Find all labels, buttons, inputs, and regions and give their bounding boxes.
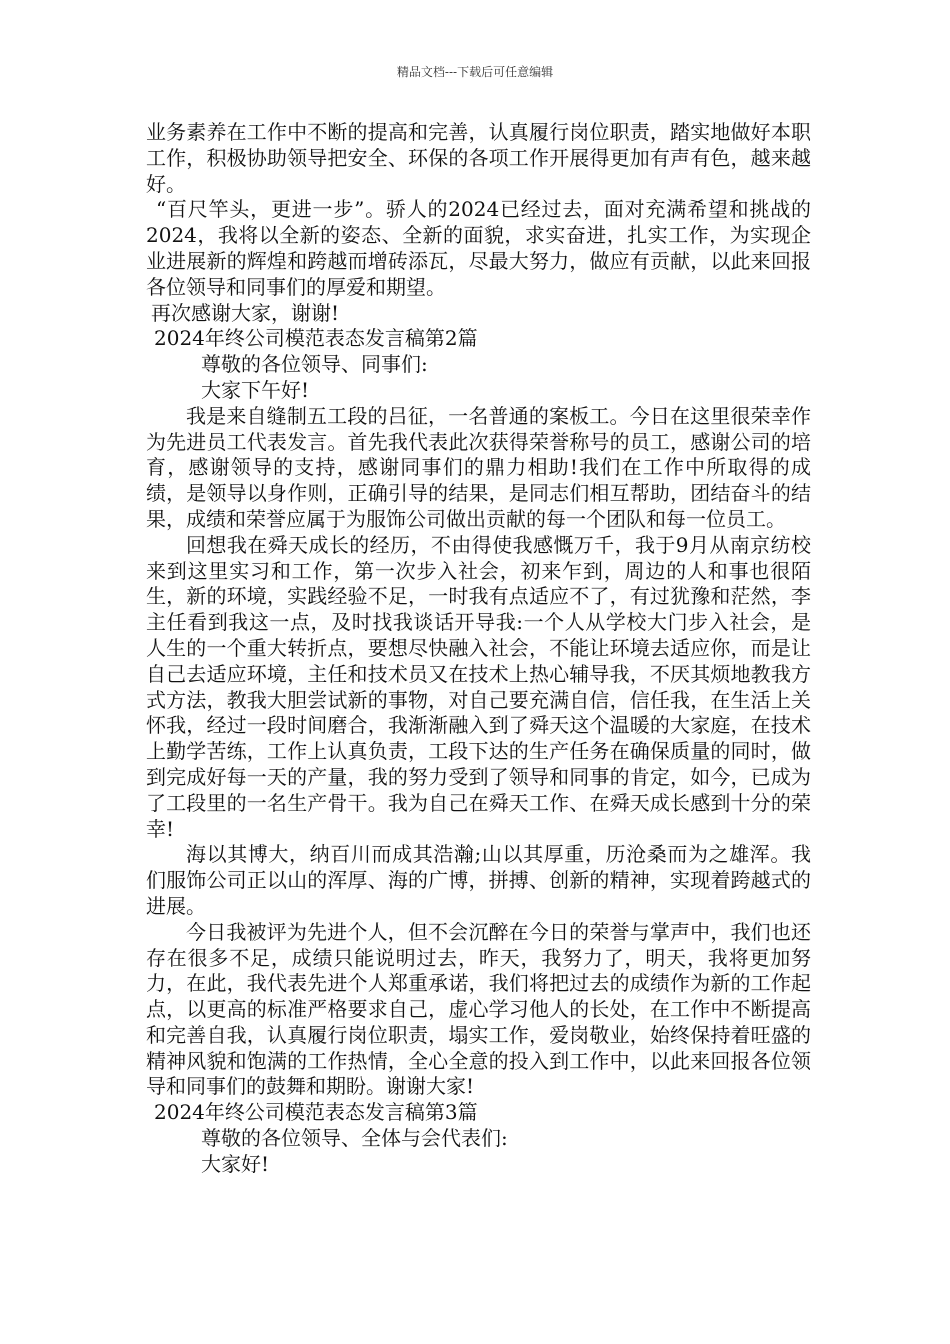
paragraph-quote: “百尺竿头，更进一步”。骄人的2024已经过去，面对充满希望和挑战的2024，我将以全新的姿态、全新的面貌，求实奋进，扎实工作，为实现企业进展新的辉煌和跨越而增砖添瓦，尽最大努力，做应有贡献，以此来回报各位领导和同事们的厚爱和期望。	[146, 197, 811, 299]
salutation-2: 尊敬的各位领导、同事们:	[201, 352, 428, 377]
paragraph-continued: 业务素养在工作中不断的提高和完善，认真履行岗位职责，踏实地做好本职工作，积极协助领导把安全、环保的各项工作开展得更加有声有色，越来越好。	[146, 120, 811, 196]
paragraph-introduction: 我是来自缝制五工段的吕征，一名普通的案板工。今日在这里很荣幸作为先进员工代表发言。首先我代表此次获得荣誉称号的员工，感谢公司的培育，感谢领导的支持，感谢同事们的鼎力相助!我们在工作中所取得的成绩，是领导以身作则，正确引导的结果，是同志们相互帮助，团结奋斗的结果，成绩和荣誉应属于为服饰公司做出贡献的每一个团队和每一位员工。	[146, 403, 811, 531]
section-heading-2: 2024年终公司模范表态发言稿第2篇	[154, 326, 478, 351]
greeting-2: 大家下午好!	[201, 377, 310, 402]
document-body	[146, 120, 811, 1178]
section-heading-3: 2024年终公司模范表态发言稿第3篇	[154, 1100, 478, 1125]
greeting-3: 大家好!	[201, 1151, 270, 1176]
page-header: 精品文档---下载后可任意编辑	[396, 65, 554, 79]
paragraph-thanks: 再次感谢大家，谢谢!	[151, 300, 340, 325]
paragraph-metaphor: 海以其博大，纳百川而成其浩瀚;山以其厚重，历沧桑而为之雄浑。我们服饰公司正以山的浑厚、海的广博，拼搏、创新的精神，实现着跨越式的进展。	[146, 842, 811, 918]
paragraph-experience: 回想我在舜天成长的经历，不由得使我感慨万千，我于9月从南京纺校来到这里实习和工作，第一次步入社会，初来乍到，周边的人和事也很陌生，新的环境，实践经验不足，一时我有点适应不了，有过犹豫和茫然，李主任看到我这一点，及时找我谈话开导我:一个人从学校大门步入社会，是人生的一个重大转折点，要想尽快融入社会，不能让环境去适应你，而是让自己去适应环境，主任和技术员又在技术上热心辅导我，不厌其烦地教我方式方法，教我大胆尝试新的事物，对自己要充满自信，信任我，在生活上关怀我，经过一段时间磨合，我渐渐融入到了舜天这个温暖的大家庭，在技术上勤学苦练，工作上认真负责，工段下达的生产任务在确保质量的同时，做到完成好每一天的产量，我的努力受到了领导和同事的肯定，如今，已成为了工段里的一名生产骨干。我为自己在舜天工作、在舜天成长感到十分的荣幸!	[146, 532, 811, 841]
paragraph-commitment: 今日我被评为先进个人，但不会沉醉在今日的荣誉与掌声中，我们也还存在很多不足，成绩只能说明过去，昨天，我努力了，明天，我将更加努力，在此，我代表先进个人郑重承诺，我们将把过去的成绩作为新的工作起点，以更高的标准严格要求自己，虚心学习他人的长处，在工作中不断提高和完善自我，认真履行岗位职责，塌实工作，爱岗敬业，始终保持着旺盛的精神风貌和饱满的工作热情，全心全意的投入到工作中，以此来回报各位领导和同事们的鼓舞和期盼。谢谢大家!	[146, 919, 811, 1099]
salutation-3: 尊敬的各位领导、全体与会代表们:	[201, 1126, 508, 1151]
